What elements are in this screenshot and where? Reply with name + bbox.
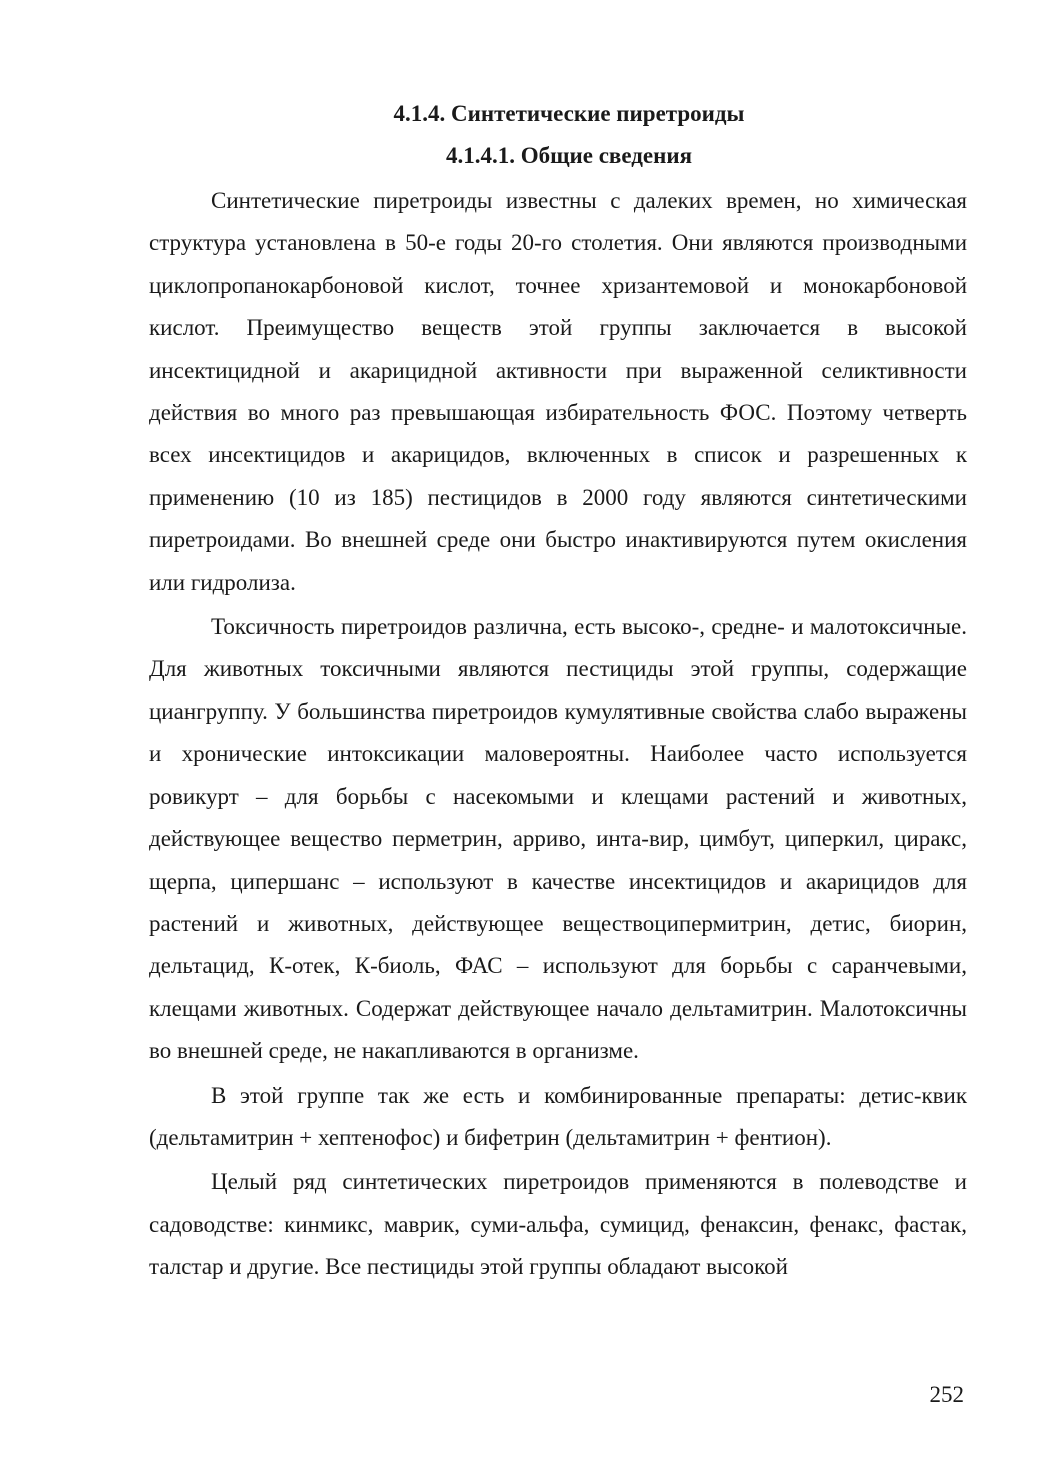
paragraph-3: В этой группе так же есть и комбинированные препараты: детис-квик (дельтамитрин + хептенофос) и бифетрин (дельтамитрин + фентион).: [149, 1082, 967, 1150]
body-text: [149, 180, 967, 1289]
paragraph-1: Синтетические пиретроиды известны с далеких времен, но химическая структура установлена в 50-е годы 20-го столетия. Они являются производными циклопропанокарбоновой кислот, точнее хризантемовой и монокарбоновой кислот. Преимущество веществ этой группы заключается в высокой инсектицидной и акарицидной активности при выраженной селиктивности действия во много раз превышающая избирательность ФОС. Поэтому четверть всех инсектицидов и акарицидов, включенных в список и разрешенных к применению (10 из 185) пестицидов в 2000 году являются синтетическими пиретроидами. Во внешней среде они быстро инактивируются путем окисления или гидролиза.: [149, 188, 967, 595]
paragraph-2: Токсичность пиретроидов различна, есть высоко-, средне- и малотоксичные. Для животных токсичными являются пестициды этой группы, содержащие циангруппу. У большинства пиретроидов кумулятивные свойства слабо выражены и хронические интоксикации маловероятны. Наиболее часто используется ровикурт – для борьбы с насекомыми и клещами растений и животных, действующее вещество перметрин, арриво, инта-вир, цимбут, циперкил, циракс, щерпа, ципершанс – используют в качестве инсектицидов и акарицидов для растений и животных, действующее веществоципермитрин, детис, биорин, дельтацид, К-отек, К-биоль, ФАС – используют для борьбы с саранчевыми, клещами животных. Содержат действующее начало дельтамитрин. Малотоксичны во внешней среде, не накапливаются в организме.: [149, 614, 967, 1064]
subsection-title: 4.1.4.1. Общие сведения: [445, 143, 693, 168]
paragraph-4: Целый ряд синтетических пиретроидов применяются в полеводстве и садоводстве: кинмикс, маврик, суми-альфа, сумицид, фенаксин, фенакс, фастак, талстар и другие. Все пестициды этой группы обладают высокой: [149, 1169, 967, 1280]
page-number: 252: [929, 1382, 964, 1407]
section-title: 4.1.4. Синтетические пиретроиды: [393, 101, 745, 126]
